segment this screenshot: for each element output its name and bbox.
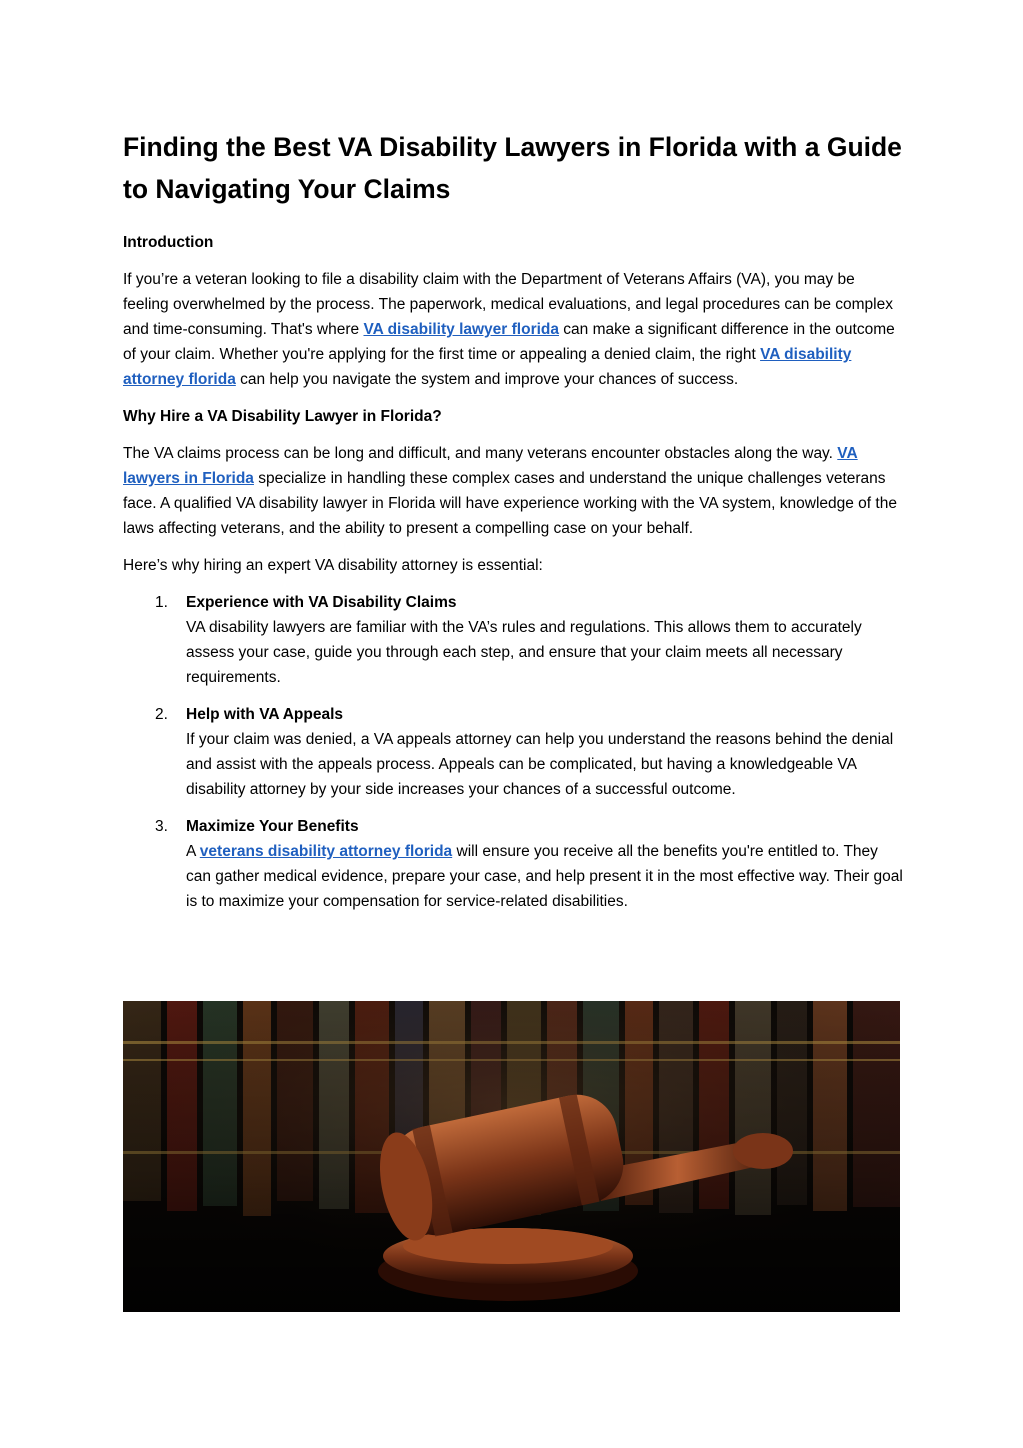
reasons-list (123, 590, 903, 914)
why-text-2: specialize in handling these complex cases and understand the unique challenges veterans face. A qualified VA disability lawyer in Florida will have experience working with the VA system, knowledge of the laws affecting veterans, and the ability to present a compelling case on your behalf. (123, 470, 897, 537)
list-item-title: Maximize Your Benefits (186, 818, 359, 835)
list-intro: Here’s why hiring an expert VA disability attorney is essential: (123, 557, 543, 574)
list-item-title: Help with VA Appeals (186, 706, 344, 723)
list-item-text-pre: A (186, 843, 200, 860)
list-item-text: VA disability lawyers are familiar with the VA’s rules and regulations. This allows them to accurately assess your case, guide you through each step, and ensure that your claim meets all necessary requirements. (186, 619, 862, 686)
intro-text-3: can help you navigate the system and improve your chances of success. (235, 371, 739, 388)
link-va-disability-lawyer-florida[interactable]: VA disability lawyer florida (363, 321, 559, 338)
link-va-disability-attorney-florida[interactable]: VA disability attorney florida (123, 346, 852, 388)
list-item-title: Experience with VA Disability Claims (186, 594, 457, 611)
list-item (123, 814, 903, 914)
list-item-number: 2. (155, 706, 168, 723)
article-body (123, 126, 903, 926)
why-heading: Why Hire a VA Disability Lawyer in Florida? (123, 408, 442, 425)
intro-heading: Introduction (123, 234, 214, 251)
list-item (123, 590, 903, 690)
list-item-text (186, 839, 903, 914)
intro-text-1: If you’re a veteran looking to file a disability claim with the Department of Veterans Affairs (VA), you may be feeling overwhelmed by the process. The paperwork, medical evaluations, and legal procedures can be complex and time-consuming. That's where (123, 271, 893, 338)
list-item (123, 702, 903, 802)
article-title: Finding the Best VA Disability Lawyers in Florida with a Guide to Navigating Your Claims (123, 132, 902, 204)
list-item-number: 1. (155, 594, 168, 611)
why-text-1: The VA claims process can be long and difficult, and many veterans encounter obstacles along the way. (123, 445, 838, 462)
list-item-number: 3. (155, 818, 168, 835)
intro-text-2: can make a significant difference in the outcome of your claim. Whether you're applying for the first time or appealing a denied claim, the right (123, 321, 895, 363)
link-va-lawyers-in-florida[interactable]: VA lawyers in Florida (123, 445, 858, 487)
list-item-text: If your claim was denied, a VA appeals attorney can help you understand the reasons behind the denial and assist with the appeals process. Appeals can be complicated, but having a knowledgeable VA disability attorney by your side increases your chances of a successful outcome. (186, 731, 894, 798)
link-veterans-disability-attorney-florida[interactable]: veterans disability attorney florida (199, 843, 453, 860)
why-paragraph (123, 441, 903, 541)
intro-paragraph (123, 267, 903, 392)
list-item-text-post: will ensure you receive all the benefits you're entitled to. They can gather medical evidence, prepare your case, and help present it in the most effective way. Their goal is to maximize your compensation for service-related disabilities. (186, 843, 903, 910)
gavel-photo (123, 1001, 900, 1312)
